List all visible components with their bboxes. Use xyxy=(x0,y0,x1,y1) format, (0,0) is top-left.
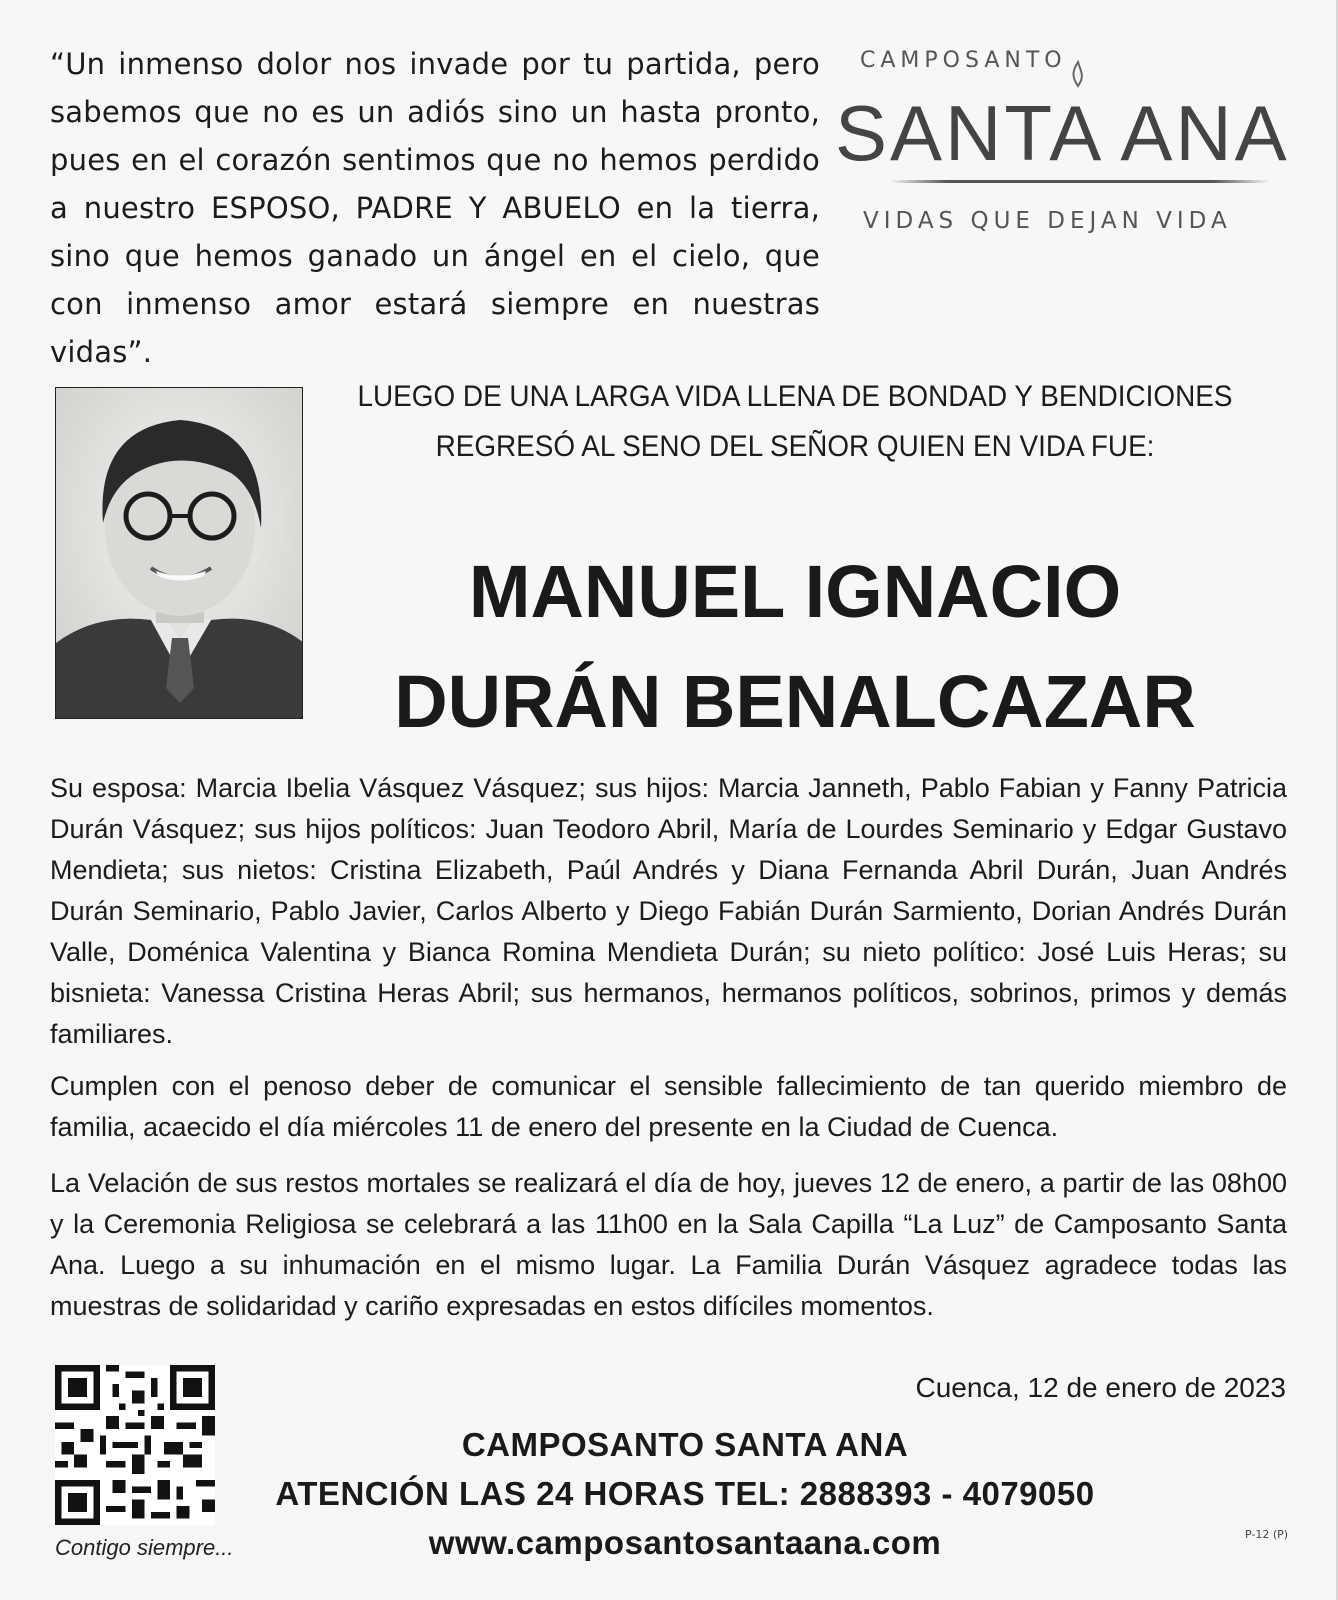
footer-website[interactable]: www.camposantosantaana.com xyxy=(428,1524,942,1561)
notice-date: Cuenca, 12 de enero de 2023 xyxy=(915,1372,1286,1403)
memorial-quote: “Un inmenso dolor nos invade por tu partida, pero sabemos que no es un adiós sino un hasta pronto, pues en el corazón sentimos que no hemos perdido a nuestro ESPOSO, PADRE Y ABUELO en la tierra, sino que hemos ganado un ángel en el cielo, que con inmenso amor estará siempre en nuestras vidas”. xyxy=(50,47,820,369)
qr-code xyxy=(55,1365,215,1525)
logo-tagline: VIDAS QUE DEJAN VIDA xyxy=(863,208,1232,234)
intro-text xyxy=(353,372,1237,472)
deceased-name-line-1: MANUEL IGNACIO xyxy=(468,550,1122,633)
slogan: Contigo siempre... xyxy=(55,1535,234,1560)
intro-line-1: LUEGO DE UNA LARGA VIDA LLENA DE BONDAD Y BENDICIONES xyxy=(357,380,1233,413)
logo-divider xyxy=(890,180,1270,183)
deceased-name xyxy=(320,537,1270,757)
ceremony-paragraph: La Velación de sus restos mortales se realizará el día de hoy, jueves 12 de enero, a partir de las 08h00 y la Ceremonia Religiosa se celebrará a las 11h00 en la Sala Capilla “La Luz” de Camposanto Santa Ana. Luego a su inhumación en el mismo lugar. La Familia Durán Vásquez agradece todas las muestras de solidaridad y cariño expresadas en estos difíciles momentos. xyxy=(50,1168,1287,1321)
ad-code: P-12 (P) xyxy=(1245,1528,1289,1541)
footer-phone: ATENCIÓN LAS 24 HORAS TEL: 2888393 - 4079050 xyxy=(275,1475,1095,1512)
deceased-name-line-2: DURÁN BENALCAZAR xyxy=(394,660,1196,743)
deceased-photo xyxy=(55,387,303,719)
intro-line-2: REGRESÓ AL SENO DEL SEÑOR QUIEN EN VIDA FUE: xyxy=(435,430,1155,463)
logo-name: SANTA ANA xyxy=(835,89,1290,177)
flame-icon xyxy=(1067,60,1089,88)
family-paragraph: Su esposa: Marcia Ibelia Vásquez Vásquez; sus hijos: Marcia Janneth, Pablo Fabian y Fanny Patricia Durán Vásquez; sus hijos políticos: Juan Teodoro Abril, María de Lourdes Seminario y Edgar Gustavo Mendieta; sus nietos: Cristina Elizabeth, Paúl Andrés y Diana Fernanda Abril Durán, Juan Andrés Durán Seminario, Pablo Javier, Carlos Alberto y Diego Fabián Durán Sarmiento, Dorian Andrés Durán Valle, Doménica Valentina y Bianca Romina Mendieta Durán; su nieto político: José Luis Heras; su bisnieta: Vanessa Cristina Heras Abril; sus hermanos, hermanos políticos, sobrinos, primos y demás familiares. xyxy=(50,773,1287,1049)
footer-company: CAMPOSANTO SANTA ANA xyxy=(461,1426,909,1463)
announcement-paragraph: Cumplen con el penoso deber de comunicar el sensible fallecimiento de tan querido miembro de familia, acaecido el día miércoles 11 de enero del presente en la Ciudad de Cuenca. xyxy=(50,1071,1287,1142)
logo-top-text: CAMPOSANTO xyxy=(860,48,1067,73)
footer-contact xyxy=(220,1420,1150,1567)
